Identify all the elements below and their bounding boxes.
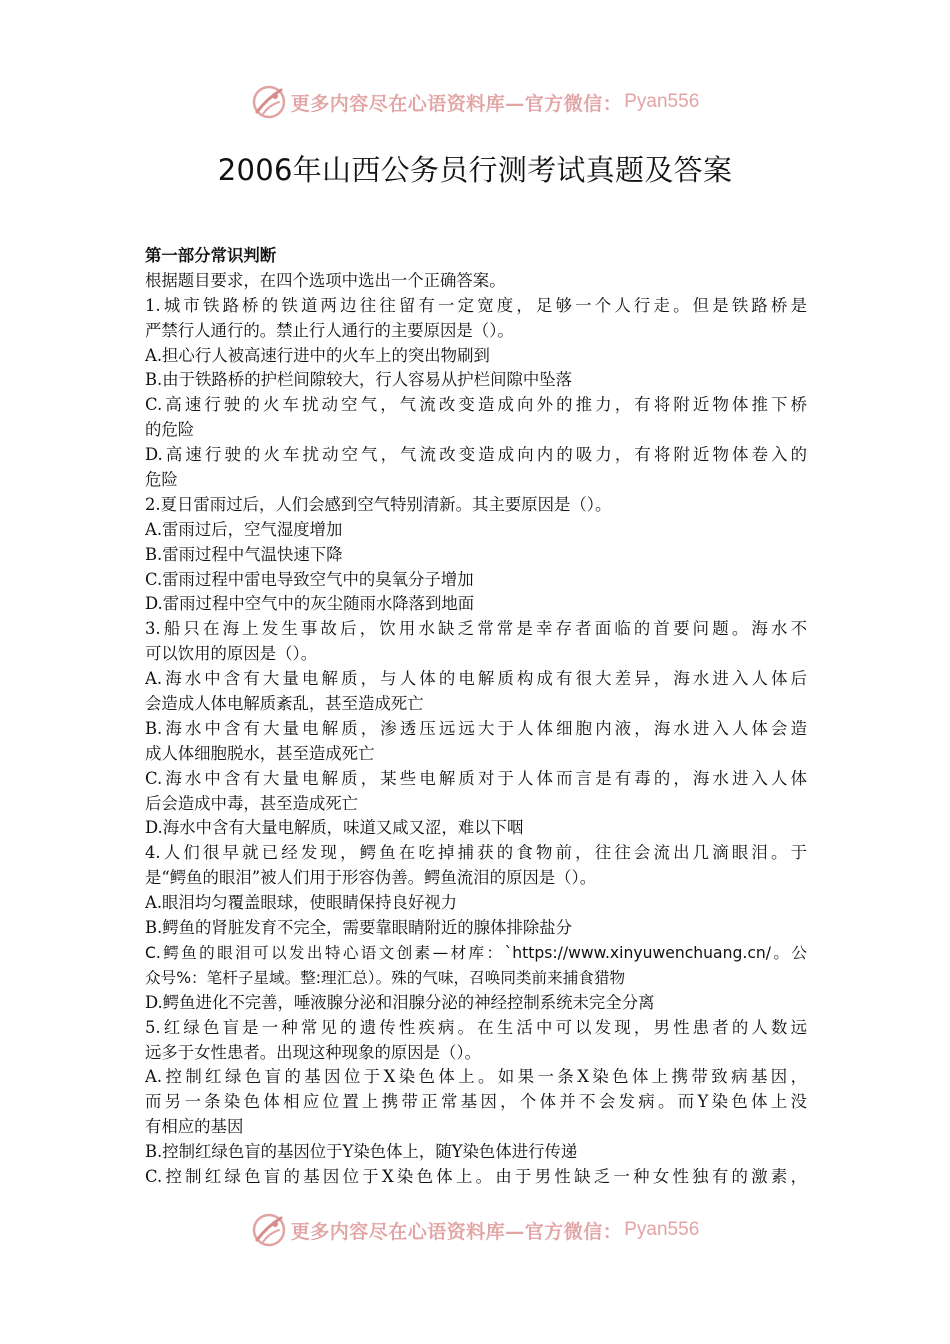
- text-line: 会造成人体电解质紊乱，甚至造成死亡: [145, 694, 424, 714]
- watermark-text: 更多内容尽在心语资料库—官方微信：: [290, 92, 623, 115]
- text-line: A.担心行人被高速行进中的火车上的突出物刷到: [145, 345, 490, 365]
- text-line: 2.夏日雷雨过后，人们会感到空气特别清新。其主要原因是（）。: [145, 494, 612, 514]
- watermark-text: 更多内容尽在心语资料库—官方微信：: [290, 1220, 623, 1243]
- text-line: C.雷雨过程中雷电导致空气中的臭氧分子增加: [145, 569, 474, 589]
- footer-watermark-banner: [0, 1208, 950, 1252]
- watermark-logo-icon: [251, 84, 287, 120]
- text-line: C.海水中含有大量电解质，某些电解质对于人体而言是有毒的，海水进入人体: [145, 768, 807, 788]
- document-body: [145, 244, 807, 1190]
- text-line: 根据题目要求，在四个选项中选出一个正确答案。: [145, 270, 506, 290]
- text-line: B.鳄鱼的肾脏发育不完全，需要靠眼睛附近的腺体排除盐分: [145, 918, 573, 938]
- text-line: 有相应的基因: [145, 1117, 244, 1137]
- text-line: 是“鳄鱼的眼泪”被人们用于形容伪善。鳄鱼流泪的原因是（）。: [145, 868, 597, 888]
- text-line: 3.船只在海上发生事故后，饮用水缺乏常常是幸存者面临的首要问题。海水不: [145, 619, 807, 639]
- text-line: D.雷雨过程中空气中的灰尘随雨水降落到地面: [145, 594, 475, 614]
- text-line: B.海水中含有大量电解质，渗透压远远大于人体细胞内液，海水进入人体会造: [145, 718, 807, 738]
- document-title: 2006年山西公务员行测考试真题及答案: [217, 153, 733, 187]
- text-line: D.海水中含有大量电解质，味道又咸又涩，难以下咽: [145, 818, 524, 838]
- header-watermark-banner: [0, 80, 950, 124]
- text-line: A.眼泪均匀覆盖眼球，使眼睛保持良好视力: [145, 893, 458, 913]
- text-line: 危险: [145, 470, 178, 490]
- text-line: A.控制红绿色盲的基因位于X染色体上。如果一条X染色体上携带致病基因，: [145, 1067, 807, 1087]
- text-line: 众号%：笔杆子星域。整:理汇总）。殊的气味，召唤同类前来捕食猎物: [145, 968, 626, 987]
- text-line: 的危险: [145, 420, 195, 440]
- text-line: B.由于铁路桥的护栏间隙较大，行人容易从护栏间隙中坠落: [145, 370, 573, 390]
- text-line: A.雷雨过后，空气湿度增加: [145, 519, 343, 539]
- text-line: D.鳄鱼进化不完善，唾液腺分泌和泪腺分泌的神经控制系统未完全分离: [145, 992, 655, 1012]
- text-line: C.鳄鱼的眼泪可以发出特心语文创素—材库：`https://www.xinyuwenchuang.cn/。公: [145, 943, 807, 962]
- text-line: C.控制红绿色盲的基因位于X染色体上。由于男性缺乏一种女性独有的激素，: [145, 1166, 807, 1186]
- text-line: 成人体细胞脱水，甚至造成死亡: [145, 743, 375, 763]
- text-line: A.海水中含有大量电解质，与人体的电解质构成有很大差异，海水进入人体后: [145, 669, 807, 689]
- watermark-wechat-id: Pyan556: [624, 1219, 700, 1240]
- watermark-wechat-id: Pyan556: [624, 91, 700, 112]
- text-line: 4.人们很早就已经发现，鳄鱼在吃掉捕获的食物前，往往会流出几滴眼泪。于: [145, 843, 807, 863]
- text-line: C.高速行驶的火车扰动空气，气流改变造成向外的推力，有将附近物体推下桥: [145, 395, 807, 415]
- text-line: 远多于女性患者。出现这种现象的原因是（）。: [145, 1042, 482, 1062]
- text-line: 后会造成中毒，甚至造成死亡: [145, 793, 359, 813]
- text-line: B.雷雨过程中气温快速下降: [145, 544, 343, 564]
- text-line: 可以饮用的原因是（）。: [145, 644, 318, 664]
- section-heading: 第一部分常识判断: [145, 246, 277, 265]
- watermark-logo-icon: [251, 1212, 287, 1248]
- text-line: B.控制红绿色盲的基因位于Y染色体上，随Y染色体进行传递: [145, 1142, 578, 1162]
- text-line: 而另一条染色体相应位置上携带正常基因，个体并不会发病。而Y染色体上没: [145, 1092, 807, 1112]
- text-line: 5.红绿色盲是一种常见的遗传性疾病。在生活中可以发现，男性患者的人数远: [145, 1017, 807, 1037]
- text-line: 1.城市铁路桥的铁道两边往往留有一定宽度，足够一个人行走。但是铁路桥是: [145, 295, 807, 315]
- text-line: 严禁行人通行的。禁止行人通行的主要原因是（）。: [145, 320, 514, 340]
- text-line: D.高速行驶的火车扰动空气，气流改变造成向内的吸力，有将附近物体卷入的: [145, 445, 807, 465]
